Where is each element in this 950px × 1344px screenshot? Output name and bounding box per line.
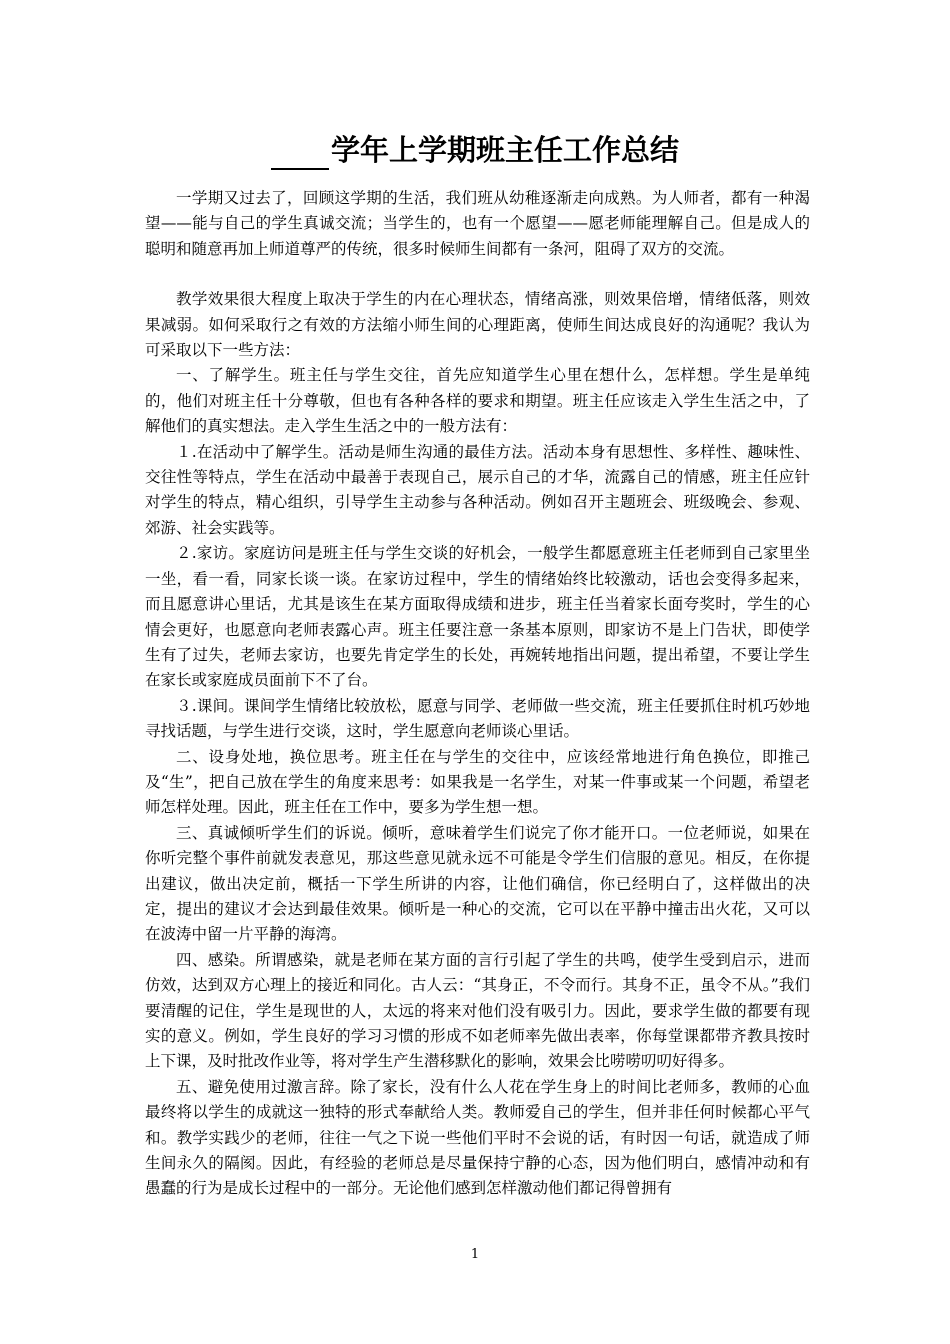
page-number: 1 (470, 1247, 480, 1262)
paragraph-section-5: 五、避免使用过激言辞。除了家长，没有什么人花在学生身上的时间比老师多，教师的心血最终将以学生的成就这一独特的形式奉献给人类。教师爱自己的学生，但并非任何时候都心平气和。教学实践少的老师，往往一气之下说一些他们平时不会说的话，有时因一句话，就造成了师生间永久的隔阂。因此，有经验的老师总是尽量保持宁静的心态，因为他们明白，感情冲动和有愚蠢的行为是成长过程中的一部分。无论他们感到怎样激动他们都记得曾拥有 (145, 1077, 810, 1198)
paragraph-section-3: 三、真诚倾听学生们的诉说。倾听，意味着学生们说完了你才能开口。一位老师说，如果在你听完整个事件前就发表意见，那这些意见就永远不可能是令学生们信服的意见。相反，在你提出建议，做出决定前，概括一下学生所讲的内容，让他们确信，你已经明白了，这样做出的决定，提出的建议才会达到最佳效果。倾听是一种心的交流，它可以在平静中撞击出火花，又可以在波涛中留一片平静的海湾。 (145, 823, 810, 944)
paragraph-section-1-item-2: ２.家访。家庭访问是班主任与学生交谈的好机会，一般学生都愿意班主任老师到自己家里坐一坐，看一看，同家长谈一谈。在家访过程中，学生的情绪始终比较激动，话也会变得多起来，而且愿意讲心里话，尤其是该生在某方面取得成绩和进步，班主任当着家长面夸奖时，学生的心情会更好，也愿意向老师表露心声。班主任要注意一条基本原则，即家访不是上门告状，即使学生有了过失，老师去家访，也要先肯定学生的长处，再婉转地指出问题，提出希望，不要让学生在家长或家庭成员面前下不了台。 (145, 544, 810, 690)
document-title (0, 130, 950, 170)
title-text: 学年上学期班主任工作总结 (330, 133, 679, 167)
paragraph-section-2: 二、设身处地，换位思考。班主任在与学生的交往中，应该经常地进行角色换位，即推己及“生”，把自己放在学生的角度来思考：如果我是一名学生，对某一件事或某一个问题，希望老师怎样处理。因此，班主任在工作中，要多为学生想一想。 (145, 747, 810, 817)
title-blank-line (271, 138, 329, 170)
paragraph-section-4: 四、感染。所谓感染，就是老师在某方面的言行引起了学生的共鸣，使学生受到启示，进而仿效，达到双方心理上的接近和同化。古人云：“其身正，不令而行。其身不正，虽令不从。”我们要清醒的记住，学生是现世的人，太远的将来对他们没有吸引力。因此，要求学生做的都要有现实的意义。例如，学生良好的学习习惯的形成不如老师率先做出表率，你每堂课都带齐教具按时上下课，及时批改作业等，将对学生产生潜移默化的影响，效果会比唠唠叨叨好得多。 (145, 950, 810, 1071)
paragraph-section-1: 一、了解学生。班主任与学生交往，首先应知道学生心里在想什么，怎样想。学生是单纯的，他们对班主任十分尊敬，但也有各种各样的要求和期望。班主任应该走入学生生活之中，了解他们的真实想法。走入学生生活之中的一般方法有： (145, 366, 810, 436)
paragraph-intro: 一学期又过去了，回顾这学期的生活，我们班从幼稚逐渐走向成熟。为人师者，都有一种渴望——能与自己的学生真诚交流；当学生的，也有一个愿望——愿老师能理解自己。但是成人的聪明和随意再加上师道尊严的传统，很多时候师生间都有一条河，阻碍了双方的交流。 (145, 189, 810, 258)
paragraph-teaching-effect: 教学效果很大程度上取决于学生的内在心理状态，情绪高涨，则效果倍增，情绪低落，则效果减弱。如何采取行之有效的方法缩小师生间的心理距离，使师生间达成良好的沟通呢？我认为可采取以下一些方法： (145, 290, 810, 360)
paragraph-section-1-item-1: １.在活动中了解学生。活动是师生沟通的最佳方法。活动本身有思想性、多样性、趣味性、交往性等特点，学生在活动中最善于表现自己，展示自己的才华，流露自己的情感，班主任应针对学生的特点，精心组织，引导学生主动参与各种活动。例如召开主题班会、班级晚会、参观、郊游、社会实践等。 (145, 442, 810, 537)
document-body (145, 186, 810, 1202)
paragraph-section-1-item-3: ３.课间。课间学生情绪比较放松，愿意与同学、老师做一些交流，班主任要抓住时机巧妙地寻找话题，与学生进行交谈，这时，学生愿意向老师谈心里话。 (145, 696, 810, 741)
